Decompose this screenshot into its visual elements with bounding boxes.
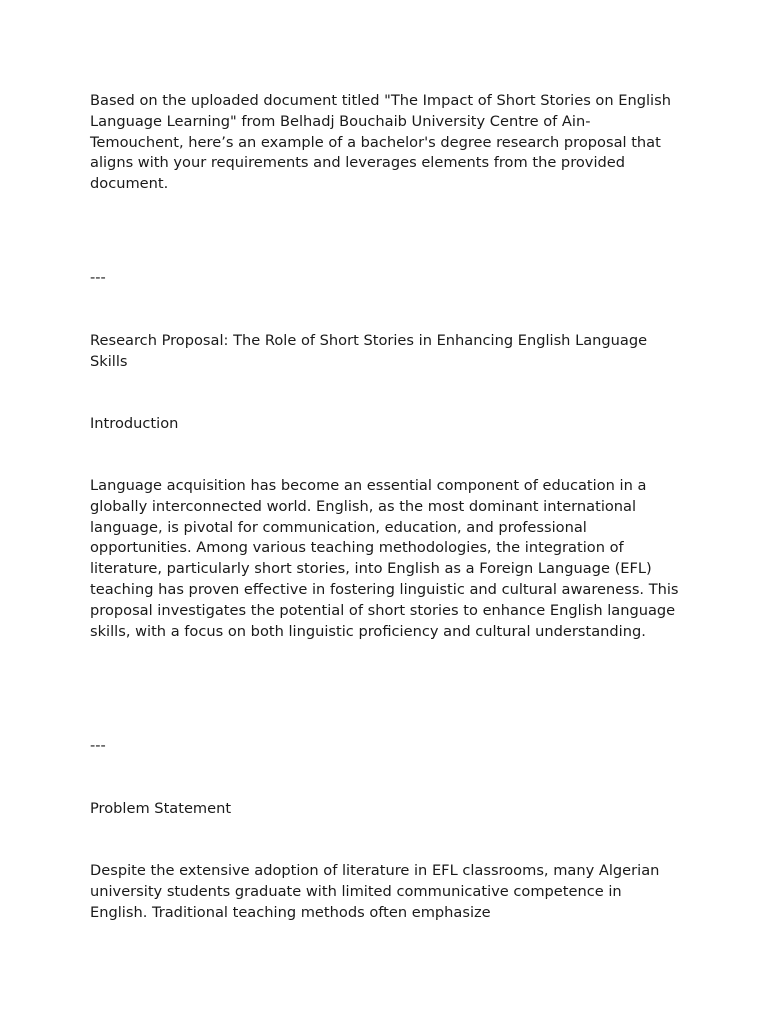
problem-statement-paragraph: Despite the extensive adoption of literature in EFL classrooms, many Algerian university students graduate with limited communicative competence in English. Traditional teaching methods often emphasize [90,862,660,921]
introduction-paragraph: Language acquisition has become an essential component of education in a globally interconnected world. English, as the most dominant international language, is pivotal for communication, education, and professional opportunities. Among various teaching methodologies, the integration of literature, particularly short stories, into English as a Foreign Language (EFL) teaching has proven effective in fostering linguistic and cultural awareness. This proposal investigates the potential of short stories to enhance English language skills, with a focus on both linguistic proficiency and cultural understanding. [90,477,679,640]
intro-paragraph: Based on the uploaded document titled "The Impact of Short Stories on English Language Learning" from Belhadj Bouchaib University Centre of Ain-Temouchent, here’s an example of a bachelor's degree research proposal that aligns with your requirements and leverages elements from the provided document. [90,92,671,193]
problem-statement-heading: Problem Statement [90,800,232,817]
section-separator: --- [90,269,106,286]
section-separator: --- [90,737,106,754]
introduction-heading: Introduction [90,415,179,432]
proposal-title: Research Proposal: The Role of Short Stories in Enhancing English Language Skills [90,332,648,370]
